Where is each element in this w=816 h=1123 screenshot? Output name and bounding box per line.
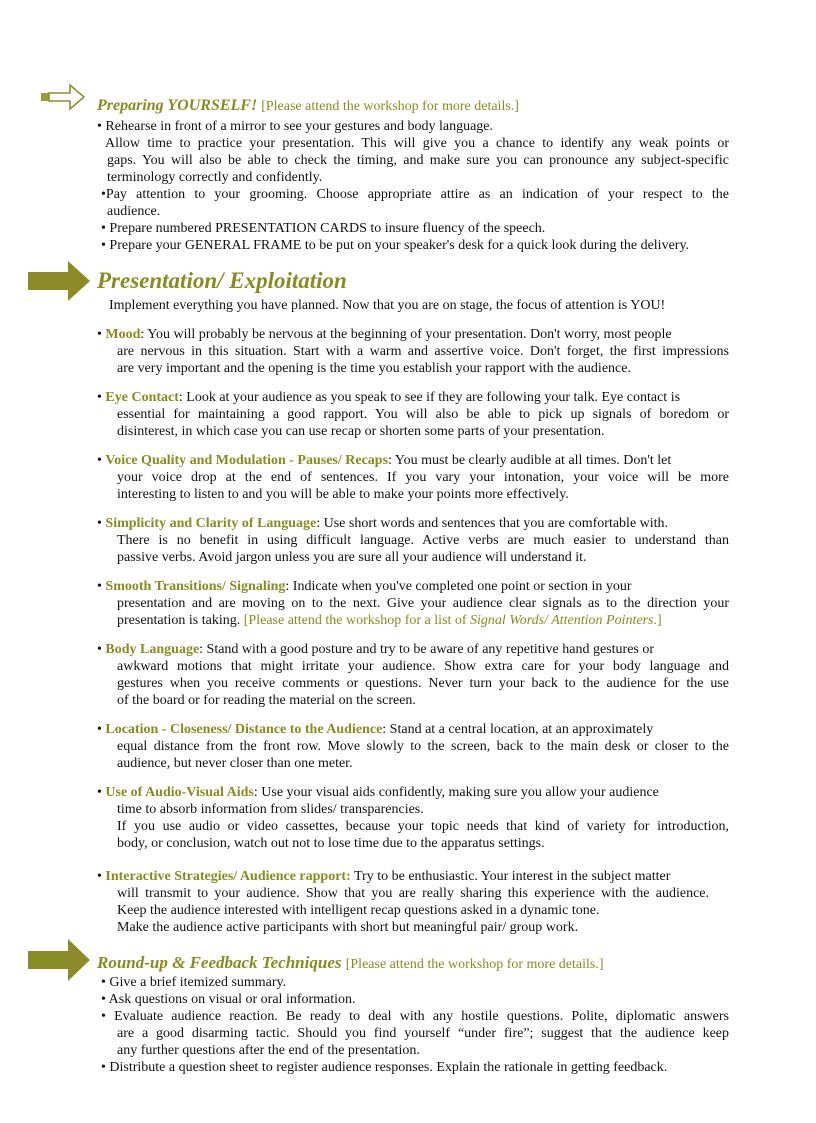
voice-line-2: your voice drop at the end of sentences. If you vary your intonation, your voice will be more [117,470,729,485]
simplicity-line-3: passive verbs. Avoid jargon unless you are sure all your audience will understand it. [117,550,587,565]
bullet-evaluate: • Evaluate audience reaction. Be ready to deal with any hostile questions. Polite, diplomatic answers [101,1009,729,1024]
body-line-3: gestures when you receive comments or questions. Never turn your back to the audience for the use [117,676,729,691]
interactive-line-2: will transmit to your audience. Show that you are really sharing this experience with the audience. [117,886,709,901]
rehearse-line-3: gaps. You will also be able to check the timing, and make sure you can pronounce any subject-specific [107,153,729,168]
outline-arrow-icon [40,82,86,112]
item-simplicity: • Simplicity and Clarity of Language: Use short words and sentences that you are comfortable with. [97,516,669,531]
rehearse-line-4: terminology correctly and confidently. [107,170,323,185]
location-line-2: equal distance from the front row. Move slowly to the screen, back to the main desk or closer to the [117,739,729,754]
section-title-roundup [97,953,604,973]
bullet-frame: • Prepare your GENERAL FRAME to be put on your speaker's desk for a quick look during the delivery. [101,238,690,253]
item-location: • Location - Closeness/ Distance to the Audience: Stand at a central location, at an approximately [97,722,654,737]
location-label: Location - Closeness/ Distance to the Audience [105,722,383,737]
section-title-presentation: Presentation/ Exploitation [97,268,347,293]
voice-line-3: interesting to listen to and you will be able to make your points more effectively. [117,487,569,502]
body-language-label: Body Language [105,642,200,657]
item-mood: • Mood: You will probably be nervous at the beginning of your presentation. Don't worry, most people [97,327,672,342]
solid-arrow-icon [26,260,92,302]
mood-label: Mood [105,327,141,342]
eye-line-2: essential for maintaining a good rapport. You will also be able to pick up signals of boredom or [117,407,729,422]
bullet-rehearse: • Rehearse in front of a mirror to see your gestures and body language. [97,119,493,134]
bullet-summary: • Give a brief itemized summary. [101,975,287,990]
aids-line-2: time to absorb information from slides/ transparencies. [117,802,424,817]
item-audio-visual: • Use of Audio-Visual Aids: Use your visual aids confidently, making sure you allow your audience [97,785,659,800]
bullet-cards: • Prepare numbered PRESENTATION CARDS to insure fluency of the speech. [101,221,546,236]
bullet-question-sheet: • Distribute a question sheet to register audience responses. Explain the rationale in getting feedback. [101,1060,668,1075]
voice-label: Voice Quality and Modulation - Pauses/ Recaps [105,453,389,468]
body-line-2: awkward motions that might irritate your audience. Show extra care for your body language and [117,659,729,674]
item-body-language: • Body Language: Stand with a good posture and try to be aware of any repetitive hand gestures or [97,642,655,657]
workshop-note: [Please attend the workshop for more details.] [261,99,519,114]
aids-line-3: If you use audio or video cassettes, because your topic needs that kind of variety for introduction, [117,819,729,834]
grooming-line-2: audience. [107,204,161,219]
aids-line-4: body, or conclusion, watch out not to lose time due to the apparatus settings. [117,836,545,851]
title-text: Round-up & Feedback Techniques [97,953,342,972]
mood-line-2: are nervous in this situation. Start with a warm and assertive voice. Don't forget, the first impressions [117,344,729,359]
eye-line-3: disinterest, in which case you can use recap or shorten some parts of your presentation. [117,424,605,439]
interactive-line-4: Make the audience active participants with short but meaningful pair/ group work. [117,920,579,935]
bullet-grooming: •Pay attention to your grooming. Choose appropriate attire as an indication of your respect to the [101,187,729,202]
transitions-line-2: presentation and are moving on to the next. Give your audience clear signals as to the direction your [117,596,729,611]
eye-contact-label: Eye Contact [105,390,179,405]
title-text: Preparing YOURSELF! [97,97,258,114]
solid-arrow-icon [26,938,92,982]
presentation-intro: Implement everything you have planned. Now that you are on stage, the focus of attention is YOU! [109,298,666,313]
item-transitions: • Smooth Transitions/ Signaling: Indicate when you've completed one point or section in your [97,579,632,594]
mood-line-3: are very important and the opening is the time you establish your rapport with the audience. [117,361,631,376]
body-line-4: of the board or for reading the material on the screen. [117,693,416,708]
signal-words-note: [Please attend the workshop for a list of Signal Words/ Attention Pointers.] [243,613,662,628]
transitions-line-3: presentation is taking. [Please attend the workshop for a list of Signal Words/ Attention Pointers.] [117,613,662,628]
simplicity-line-2: There is no benefit in using difficult language. Active verbs are much easier to understand than [117,533,729,548]
bullet-ask-questions: • Ask questions on visual or oral information. [101,992,356,1007]
interactive-label: Interactive Strategies/ Audience rapport: [105,869,351,884]
item-eye-contact: • Eye Contact: Look at your audience as you speak to see if they are following your talk. Eye contact is [97,390,681,405]
item-interactive: • Interactive Strategies/ Audience rapport: Try to be enthusiastic. Your interest in the subject matter [97,869,671,884]
evaluate-line-2: are a good disarming tactic. Should you find yourself “under fire”; suggest that the audience keep [117,1026,729,1041]
audio-visual-label: Use of Audio-Visual Aids [105,785,254,800]
section-title-preparing [97,97,519,115]
transitions-label: Smooth Transitions/ Signaling [105,579,286,594]
evaluate-line-3: any further questions after the end of the presentation. [117,1043,420,1058]
rehearse-line-2: Allow time to practice your presentation. This will give you a chance to identify any weak points or [105,136,729,151]
location-line-3: audience, but never closer than one meter. [117,756,353,771]
interactive-line-3: Keep the audience interested with intelligent recap questions asked in a dynamic tone. [117,903,600,918]
item-voice: • Voice Quality and Modulation - Pauses/ Recaps: You must be clearly audible at all times. Don't let [97,453,672,468]
simplicity-label: Simplicity and Clarity of Language [105,516,317,531]
workshop-note: [Please attend the workshop for more details.] [345,957,604,972]
